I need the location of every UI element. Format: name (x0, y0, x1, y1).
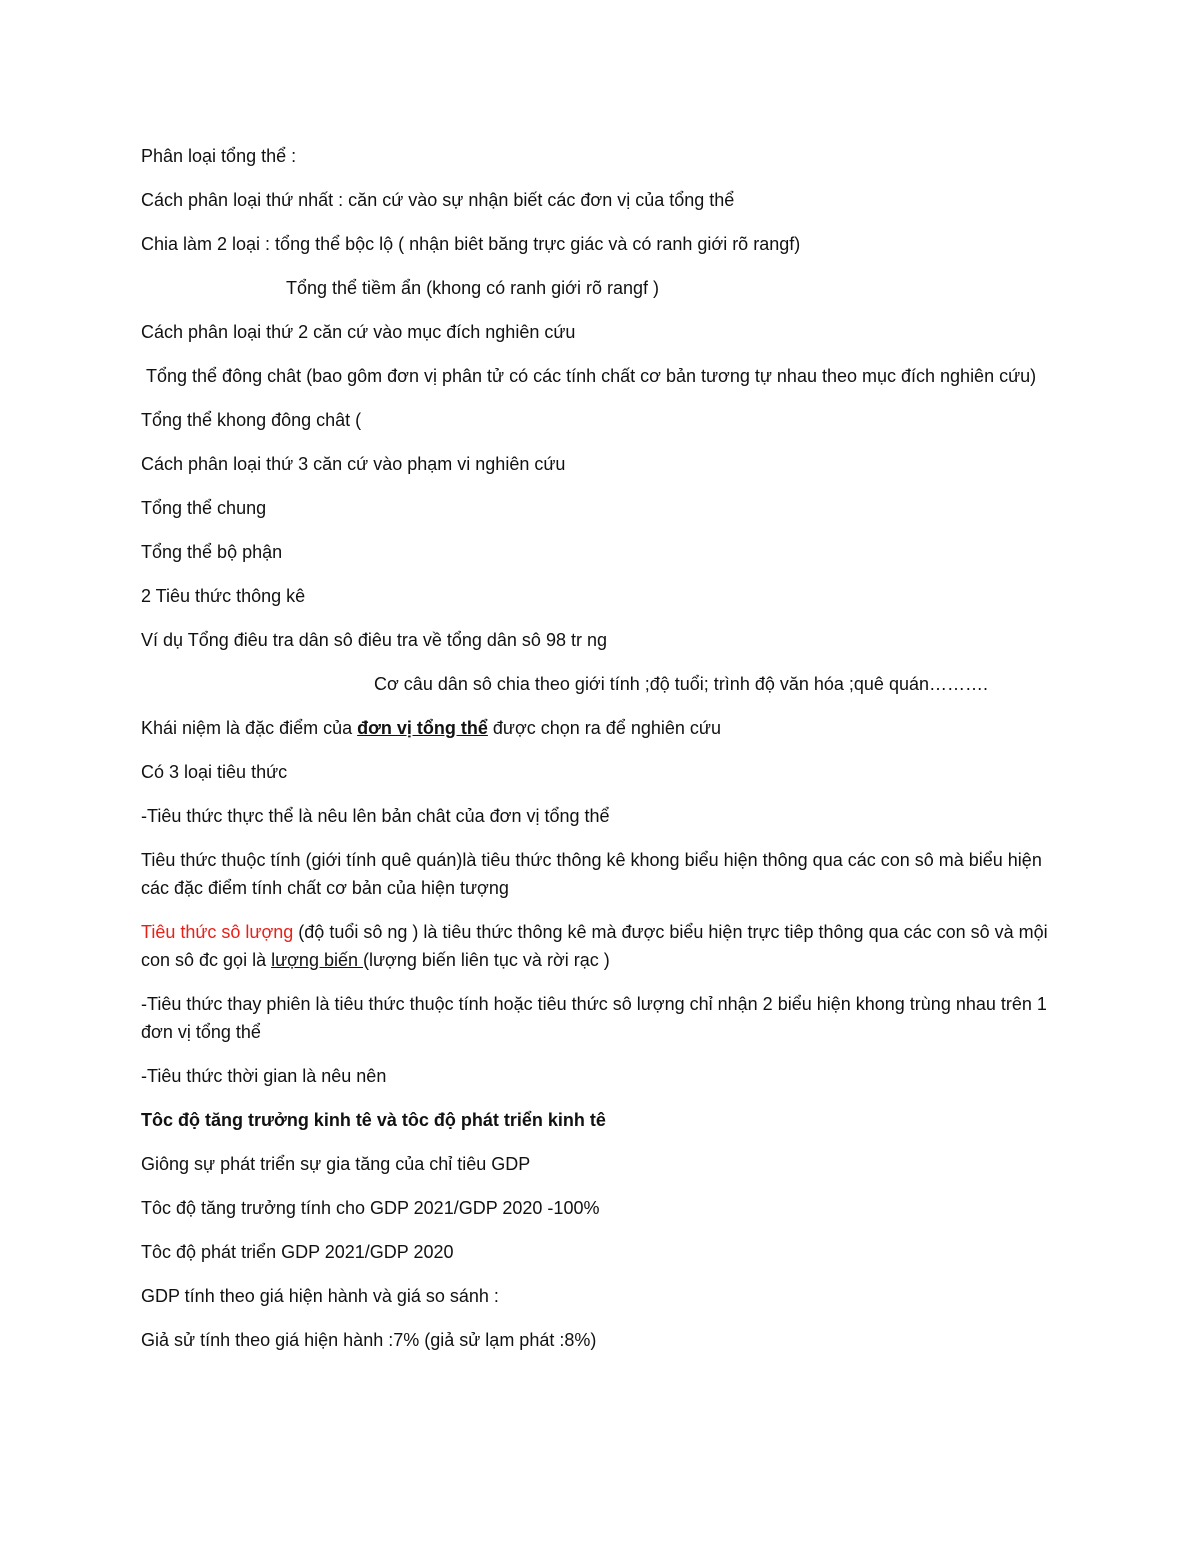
paragraph: Chia làm 2 loại : tổng thể bộc lộ ( nhận biêt băng trực giác và có ranh giới rõ rangf) (141, 234, 801, 254)
text-run: được chọn ra để nghiên cứu (487, 718, 721, 738)
document-body (141, 142, 1061, 1370)
paragraph: Tôc độ phát triển GDP 2021/GDP 2020 (141, 1242, 454, 1262)
paragraph-quantitative-criterion (141, 918, 1061, 974)
text-run: (độ tuổi sô ng ) là tiêu thức thông kê mà được biểu hiện trực tiêp thông qua các con sô và mội con sô đc gọi là (141, 922, 1048, 970)
paragraph: Tôc độ tăng trưởng tính cho GDP 2021/GDP 2020 -100% (141, 1198, 600, 1218)
heading-population-classification: Phân loại tổng thể : (141, 146, 297, 166)
underlined-term: lượng biến (271, 950, 363, 970)
paragraph: -Tiêu thức thay phiên là tiêu thức thuộc tính hoặc tiêu thức sô lượng chỉ nhận 2 biểu hiện khong trùng nhau trên 1 đơn vị tổng thể (141, 994, 1047, 1042)
paragraph-indented: Tổng thể tiềm ẩn (khong có ranh giới rõ rangf ) (286, 278, 659, 298)
paragraph: Có 3 loại tiêu thức (141, 762, 288, 782)
paragraph: -Tiêu thức thời gian là nêu nên (141, 1066, 387, 1086)
heading-growth-rate: Tôc độ tăng trưởng kinh tê và tôc độ phát triển kinh tê (141, 1110, 606, 1130)
paragraph: Cách phân loại thứ 3 căn cứ vào phạm vi nghiên cứu (141, 454, 566, 474)
paragraph: Cách phân loại thứ nhất : căn cứ vào sự nhận biết các đơn vị của tổng thể (141, 190, 735, 210)
paragraph: Tổng thể chung (141, 498, 267, 518)
paragraph: Tổng thể khong đông chât ( (141, 410, 362, 430)
highlighted-term: Tiêu thức sô lượng (141, 922, 294, 942)
paragraph-concept (141, 714, 1061, 742)
paragraph: Giông sự phát triển sự gia tăng của chỉ tiêu GDP (141, 1154, 531, 1174)
paragraph: Giả sử tính theo giá hiện hành :7% (giả sử lạm phát :8%) (141, 1330, 597, 1350)
paragraph: Tổng thể đông chât (bao gôm đơn vị phân tử có các tính chất cơ bản tương tự nhau theo mục đích nghiên cứu) (146, 366, 1037, 386)
paragraph: 2 Tiêu thức thông kê (141, 586, 306, 606)
paragraph: Tổng thể bộ phận (141, 542, 283, 562)
paragraph-indented: Cơ câu dân sô chia theo giới tính ;độ tuổi; trình độ văn hóa ;quê quán………. (374, 674, 988, 694)
underlined-term: đơn vị tổng thể (357, 718, 488, 738)
text-run: Khái niệm là đặc điểm của (141, 718, 358, 738)
paragraph: -Tiêu thức thực thể là nêu lên bản chât của đơn vị tổng thể (141, 806, 610, 826)
paragraph: Cách phân loại thứ 2 căn cứ vào mục đích nghiên cứu (141, 322, 576, 342)
text-run: (lượng biến liên tục và rời rạc ) (363, 950, 610, 970)
paragraph: Tiêu thức thuộc tính (giới tính quê quán)là tiêu thức thông kê khong biểu hiện thông qua các con sô mà biểu hiện các đặc điểm tính chất cơ bản của hiện tượng (141, 850, 1042, 898)
paragraph: Ví dụ Tổng điêu tra dân sô điêu tra về tổng dân sô 98 tr ng (141, 630, 607, 650)
paragraph: GDP tính theo giá hiện hành và giá so sánh : (141, 1286, 499, 1306)
